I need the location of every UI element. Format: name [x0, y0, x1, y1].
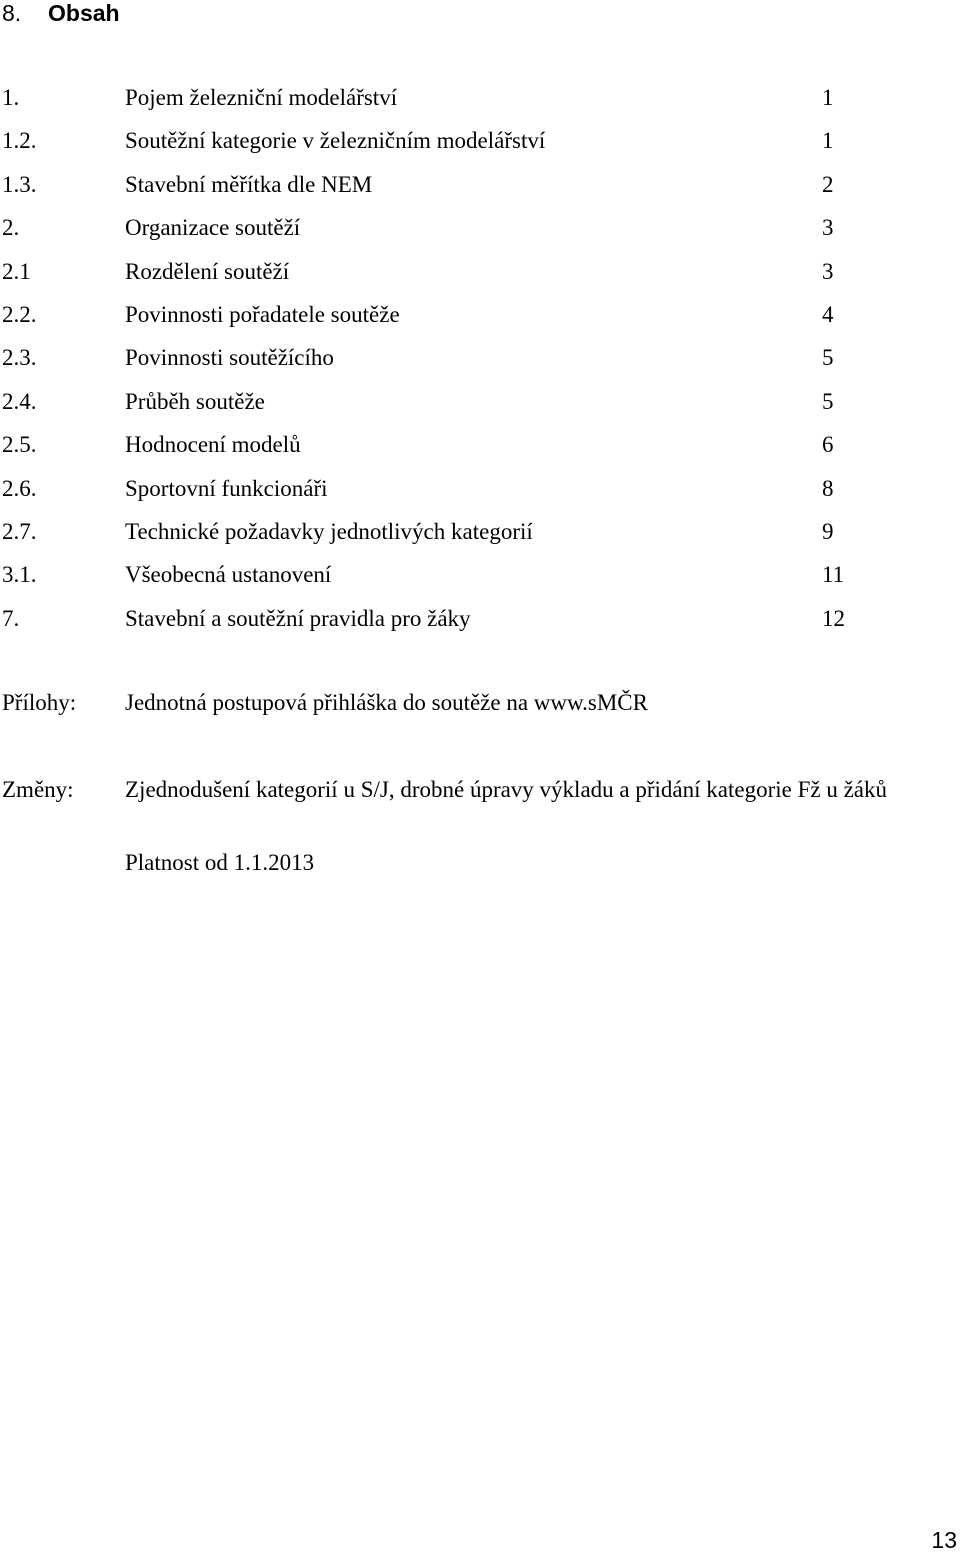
table-of-contents	[2, 84, 902, 648]
toc-title: Technické požadavky jednotlivých kategorií	[125, 518, 533, 544]
toc-page: 9	[822, 518, 834, 544]
toc-row	[2, 605, 902, 648]
toc-row	[2, 561, 902, 604]
toc-number: 3.1.	[2, 562, 37, 588]
toc-row	[2, 518, 902, 561]
toc-page: 6	[822, 432, 834, 458]
toc-title: Sportovní funkcionáři	[125, 475, 328, 501]
toc-title: Pojem železniční modelářství	[125, 85, 398, 110]
toc-title: Soutěžní kategorie v železničním modelářství	[125, 128, 546, 154]
toc-page: 3	[822, 258, 834, 284]
toc-title: Povinnosti soutěžícího	[125, 345, 334, 371]
toc-title: Povinnosti pořadatele soutěže	[125, 301, 400, 327]
toc-number: 7.	[2, 605, 20, 631]
section-heading	[2, 0, 120, 26]
toc-number: 2.1	[2, 258, 31, 284]
attachments-text-line: Jednotná postupová přihláška do soutěže na www.sMČR	[125, 690, 648, 715]
changes-label: Změny:	[2, 777, 74, 802]
toc-number: 2.5.	[2, 432, 37, 458]
toc-title: Organizace soutěží	[125, 215, 301, 241]
toc-title: Rozdělení soutěží	[125, 258, 290, 284]
toc-row	[2, 431, 902, 474]
toc-title: Hodnocení modelů	[125, 432, 301, 458]
toc-row	[2, 258, 902, 301]
toc-number: 1.2.	[2, 128, 37, 154]
toc-row	[2, 388, 902, 431]
toc-page: 5	[822, 388, 834, 414]
toc-title: Stavební měřítka dle NEM	[125, 171, 373, 197]
toc-page: 4	[822, 301, 834, 327]
attachments-label: Přílohy:	[2, 690, 77, 715]
toc-page: 11	[822, 562, 845, 588]
toc-page: 3	[822, 215, 834, 241]
toc-page: 8	[822, 475, 834, 501]
toc-title: Stavební a soutěžní pravidla pro žáky	[125, 605, 471, 631]
toc-page: 1	[822, 128, 834, 154]
toc-title: Průběh soutěže	[125, 388, 265, 414]
toc-number: 1.	[2, 85, 20, 110]
toc-title: Všeobecná ustanovení	[125, 562, 332, 588]
toc-row	[2, 475, 902, 518]
attachments-text	[125, 688, 947, 718]
toc-number: 1.3.	[2, 171, 37, 197]
toc-number: 2.7.	[2, 518, 37, 544]
toc-number: 2.6.	[2, 475, 37, 501]
section-title: Obsah	[48, 0, 120, 26]
toc-page: 1	[822, 85, 834, 110]
toc-page: 12	[822, 605, 845, 631]
changes-text-line: Zjednodušení kategorií u S/J, drobné úpravy výkladu a přidání kategorie Fž u žáků	[125, 777, 887, 802]
toc-number: 2.4.	[2, 388, 37, 414]
toc-row	[2, 127, 902, 170]
changes-text	[125, 775, 947, 805]
page-number: 13	[931, 1527, 957, 1553]
toc-row	[2, 301, 902, 344]
toc-number: 2.	[2, 215, 20, 241]
toc-number: 2.2.	[2, 301, 37, 327]
toc-number: 2.3.	[2, 345, 37, 371]
toc-row	[2, 171, 902, 214]
toc-row	[2, 344, 902, 387]
toc-page: 2	[822, 171, 834, 197]
toc-row	[2, 84, 902, 127]
validity-date: Platnost od 1.1.2013	[125, 850, 315, 875]
toc-row	[2, 214, 902, 257]
toc-page: 5	[822, 345, 834, 371]
section-number: 8.	[2, 0, 22, 26]
